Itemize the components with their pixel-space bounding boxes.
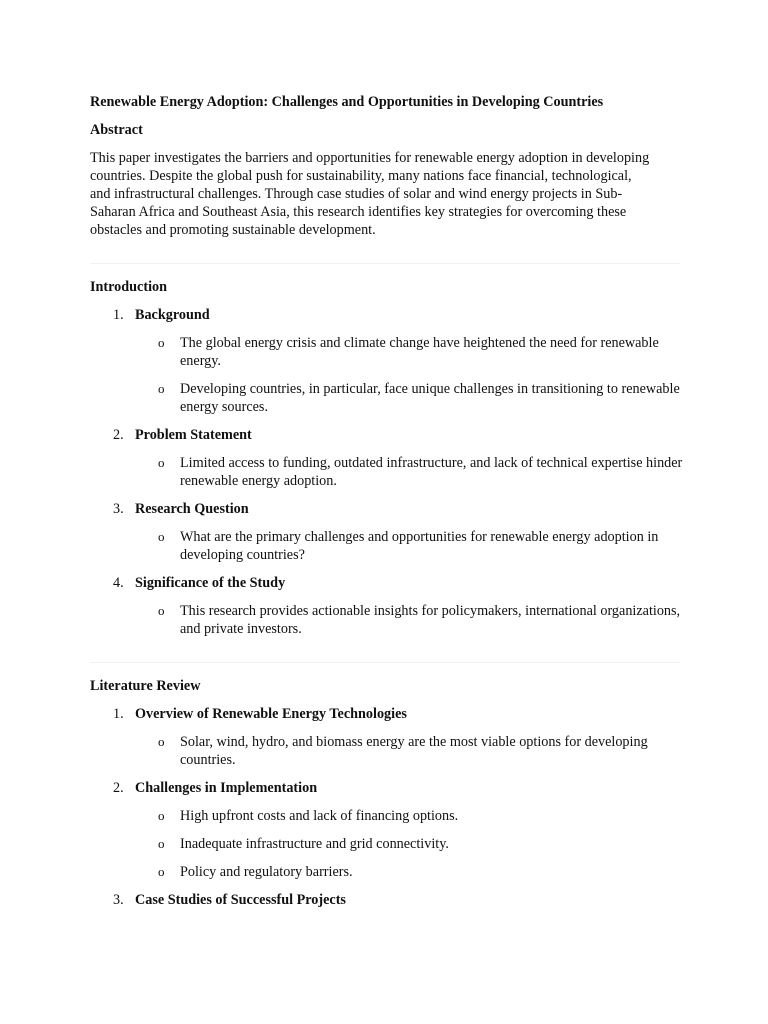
- item-number: 2.: [113, 427, 124, 443]
- bullet-icon: o: [158, 808, 165, 823]
- bullet-item: [135, 602, 690, 638]
- bullet-icon: o: [158, 335, 165, 350]
- bullet-icon: o: [158, 864, 165, 879]
- bullet-item: [135, 528, 690, 564]
- item-heading: Case Studies of Successful Projects: [135, 892, 346, 908]
- bullet-text: Solar, wind, hydro, and biomass energy are the most viable options for developing countries.: [180, 734, 648, 768]
- numbered-item: [90, 500, 690, 564]
- section-divider: [90, 263, 680, 264]
- bullet-list: [135, 528, 690, 564]
- section-divider: [90, 662, 680, 663]
- abstract-text: This paper investigates the barriers and opportunities for renewable energy adoption in developing countries. Despite the global push for sustainability, many nations face financial, technological, and infrastructural challenges. Through case studies of solar and wind energy projects in Sub-Saharan Africa and Southeast Asia, this research identifies key strategies for overcoming these obstacles and promoting sustainable development.: [90, 150, 650, 238]
- bullet-text: The global energy crisis and climate change have heightened the need for renewable energy.: [180, 335, 659, 369]
- bullet-icon: o: [158, 529, 165, 544]
- bullet-list: [135, 602, 690, 638]
- introduction-heading: Introduction: [90, 279, 167, 295]
- item-number: 3.: [113, 892, 124, 908]
- bullet-icon: o: [158, 734, 165, 749]
- bullet-item: [135, 863, 690, 881]
- bullet-text: High upfront costs and lack of financing options.: [180, 808, 459, 824]
- item-heading: Overview of Renewable Energy Technologies: [135, 706, 407, 722]
- numbered-item: [90, 574, 690, 638]
- bullet-item: [135, 733, 690, 769]
- literature-review-list: [90, 705, 690, 919]
- bullet-item: [135, 334, 690, 370]
- numbered-item: [90, 705, 690, 769]
- numbered-item: [90, 779, 690, 881]
- bullet-item: [135, 835, 690, 853]
- item-heading: Research Question: [135, 501, 249, 517]
- bullet-item: [135, 807, 690, 825]
- item-number: 4.: [113, 575, 124, 591]
- bullet-list: [135, 733, 690, 769]
- page-title: Renewable Energy Adoption: Challenges and Opportunities in Developing Countries: [90, 94, 604, 110]
- numbered-item: [90, 306, 690, 416]
- item-number: 3.: [113, 501, 124, 517]
- bullet-icon: o: [158, 836, 165, 851]
- bullet-text: Inadequate infrastructure and grid connectivity.: [180, 836, 449, 852]
- bullet-text: Developing countries, in particular, face unique challenges in transitioning to renewable energy sources.: [180, 381, 680, 415]
- bullet-list: [135, 454, 690, 490]
- item-number: 2.: [113, 780, 124, 796]
- item-number: 1.: [113, 706, 124, 722]
- introduction-list: [90, 306, 690, 648]
- item-heading: Significance of the Study: [135, 575, 286, 591]
- bullet-text: This research provides actionable insights for policymakers, international organizations, and private investors.: [180, 603, 681, 637]
- item-heading: Background: [135, 307, 210, 323]
- abstract-heading: Abstract: [90, 122, 143, 138]
- item-heading: Problem Statement: [135, 427, 252, 443]
- bullet-icon: o: [158, 381, 165, 396]
- item-heading: Challenges in Implementation: [135, 780, 318, 796]
- bullet-text: Policy and regulatory barriers.: [180, 864, 353, 880]
- bullet-text: Limited access to funding, outdated infrastructure, and lack of technical expertise hinder renewable energy adoption.: [180, 455, 683, 489]
- bullet-item: [135, 380, 690, 416]
- bullet-icon: o: [158, 603, 165, 618]
- bullet-item: [135, 454, 690, 490]
- item-number: 1.: [113, 307, 124, 323]
- bullet-text: What are the primary challenges and opportunities for renewable energy adoption in developing countries?: [180, 529, 659, 563]
- numbered-item: [90, 891, 690, 909]
- bullet-list: [135, 334, 690, 416]
- numbered-item: [90, 426, 690, 490]
- bullet-icon: o: [158, 455, 165, 470]
- literature-review-heading: Literature Review: [90, 678, 201, 694]
- bullet-list: [135, 807, 690, 881]
